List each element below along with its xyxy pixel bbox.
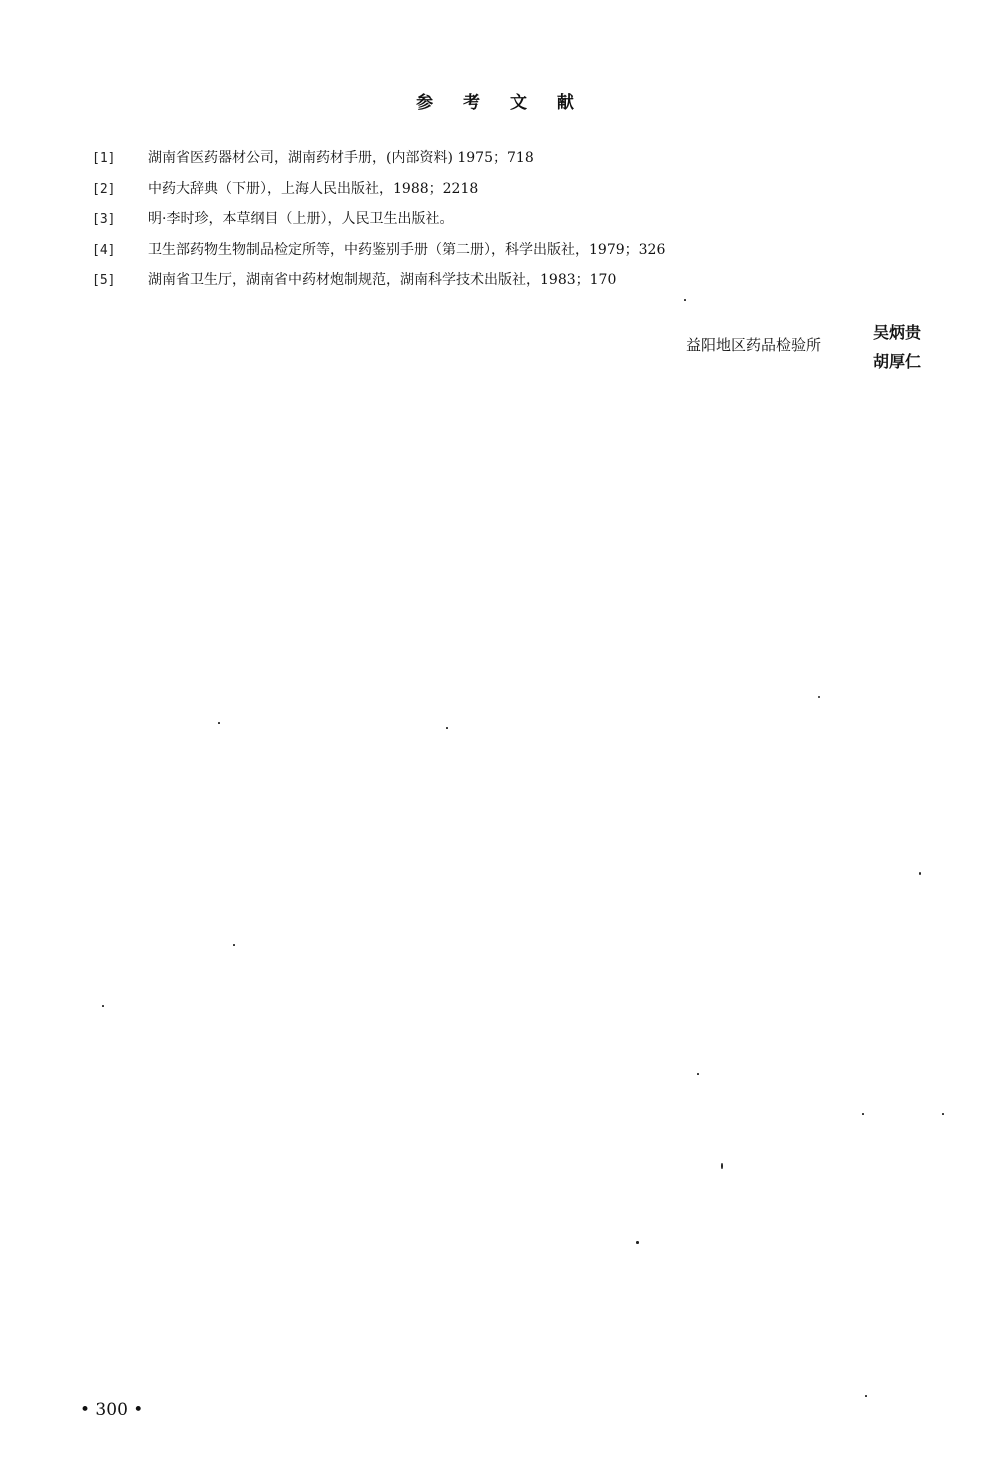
author-name: 吴炳贵	[873, 323, 922, 342]
author-list	[873, 318, 921, 376]
reference-text: 卫生部药物生物制品检定所等，中药鉴别手册（第二册），科学出版社，1979；326	[148, 241, 666, 258]
scan-speck	[721, 1163, 723, 1169]
scan-speck	[218, 722, 220, 724]
reference-number: [1]	[92, 151, 116, 166]
scan-speck	[865, 1395, 867, 1397]
scan-speck	[233, 944, 235, 946]
reference-number: [4]	[92, 242, 116, 258]
reference-list	[92, 148, 932, 301]
scan-speck	[446, 727, 448, 729]
scan-speck	[919, 872, 921, 875]
scan-speck	[862, 1113, 864, 1115]
reference-item	[92, 179, 932, 210]
scan-speck	[636, 1241, 639, 1244]
reference-item	[92, 148, 932, 179]
scan-speck	[818, 696, 820, 698]
reference-text: 湖南省卫生厅，湖南省中药材炮制规范，湖南科学技术出版社，1983；170	[148, 272, 617, 288]
reference-item	[92, 270, 932, 301]
reference-text: 湖南省医药器材公司，湖南药材手册，(内部资料) 1975；718	[148, 150, 534, 166]
scan-speck	[942, 1113, 944, 1115]
reference-number: [3]	[92, 212, 116, 227]
page-number: • 300 •	[80, 1400, 144, 1420]
references-heading: 参 考 文 献	[416, 93, 586, 113]
reference-item	[92, 240, 932, 271]
scan-speck	[697, 1073, 699, 1075]
scan-speck	[102, 1005, 104, 1007]
author-name: 胡厚仁	[873, 352, 922, 371]
reference-text: 明·李时珍，本草纲目（上册），人民卫生出版社。	[148, 211, 454, 227]
reference-text: 中药大辞典（下册），上海人民出版社，1988；2218	[148, 180, 479, 197]
reference-item	[92, 209, 932, 240]
reference-number: [5]	[92, 273, 116, 288]
reference-number: [2]	[92, 181, 116, 197]
author-affiliation: 益阳地区药品检验所	[686, 336, 822, 354]
scan-speck	[684, 299, 686, 301]
